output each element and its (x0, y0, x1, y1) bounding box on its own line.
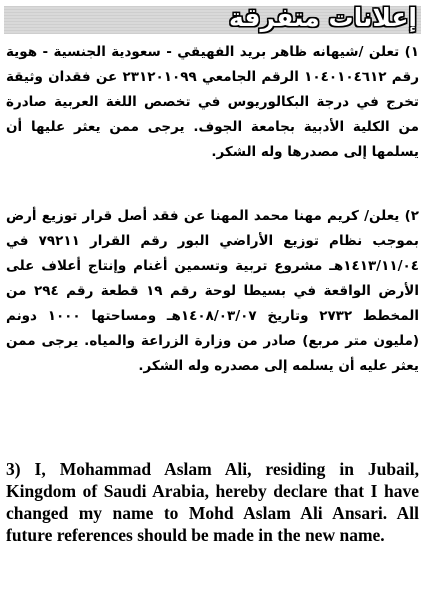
ad-lost-graduation-certificate: ١) تعلن /شيهانه ظاهر بريد الفهيقي - سعودية الجنسية - هوية رقم ١٠٤٠١٠٤٦١٢ الرقم الجامعي ٢٣١٢٠١٠٩٩ عن فقدان وثيقة تخرج في درجة البكالوريوس في تخصص اللغة العربية صادرة من الكلية الأدبية بجامعة الجوف. يرجى ممن يعثر عليها أن يسلمها إلى مصدرها وله الشكر. (6, 44, 419, 160)
section-title: إعلانات متفرقة (229, 3, 417, 32)
ad-name-change-declaration: 3) I, Mohammad Aslam Ali, residing in Jubail, Kingdom of Saudi Arabia, hereby declare that I have changed my name to Mohd Aslam Ali Ansari. All future references should be made in the new name. (6, 459, 419, 545)
ad-lost-land-allocation-decision: ٢) يعلن/ كريم مهنا محمد المهنا عن فقد أصل قرار توزيع أرض بموجب نظام توزيع الأراضي البور رقم القرار ٧٩٢١١ في ١٤١٣/١١/٠٤هـ مشروع تربية وتسمين أغنام وإنتاج أعلاف على الأرض الواقعة في بسيطا لوحة رقم ١٩ قطعة رقم ٢٩٤ من المخطط ٢٧٣٢ وتاريخ ١٤٠٨/٠٣/٠٧هـ ومساحتها ١٠٠٠ دونم (مليون متر مربع) صادر من وزارة الزراعة والمياه. يرجى ممن يعثر عليه أن يسلمه إلى مصدره وله الشكر. (6, 208, 420, 374)
section-header (4, 3, 421, 34)
